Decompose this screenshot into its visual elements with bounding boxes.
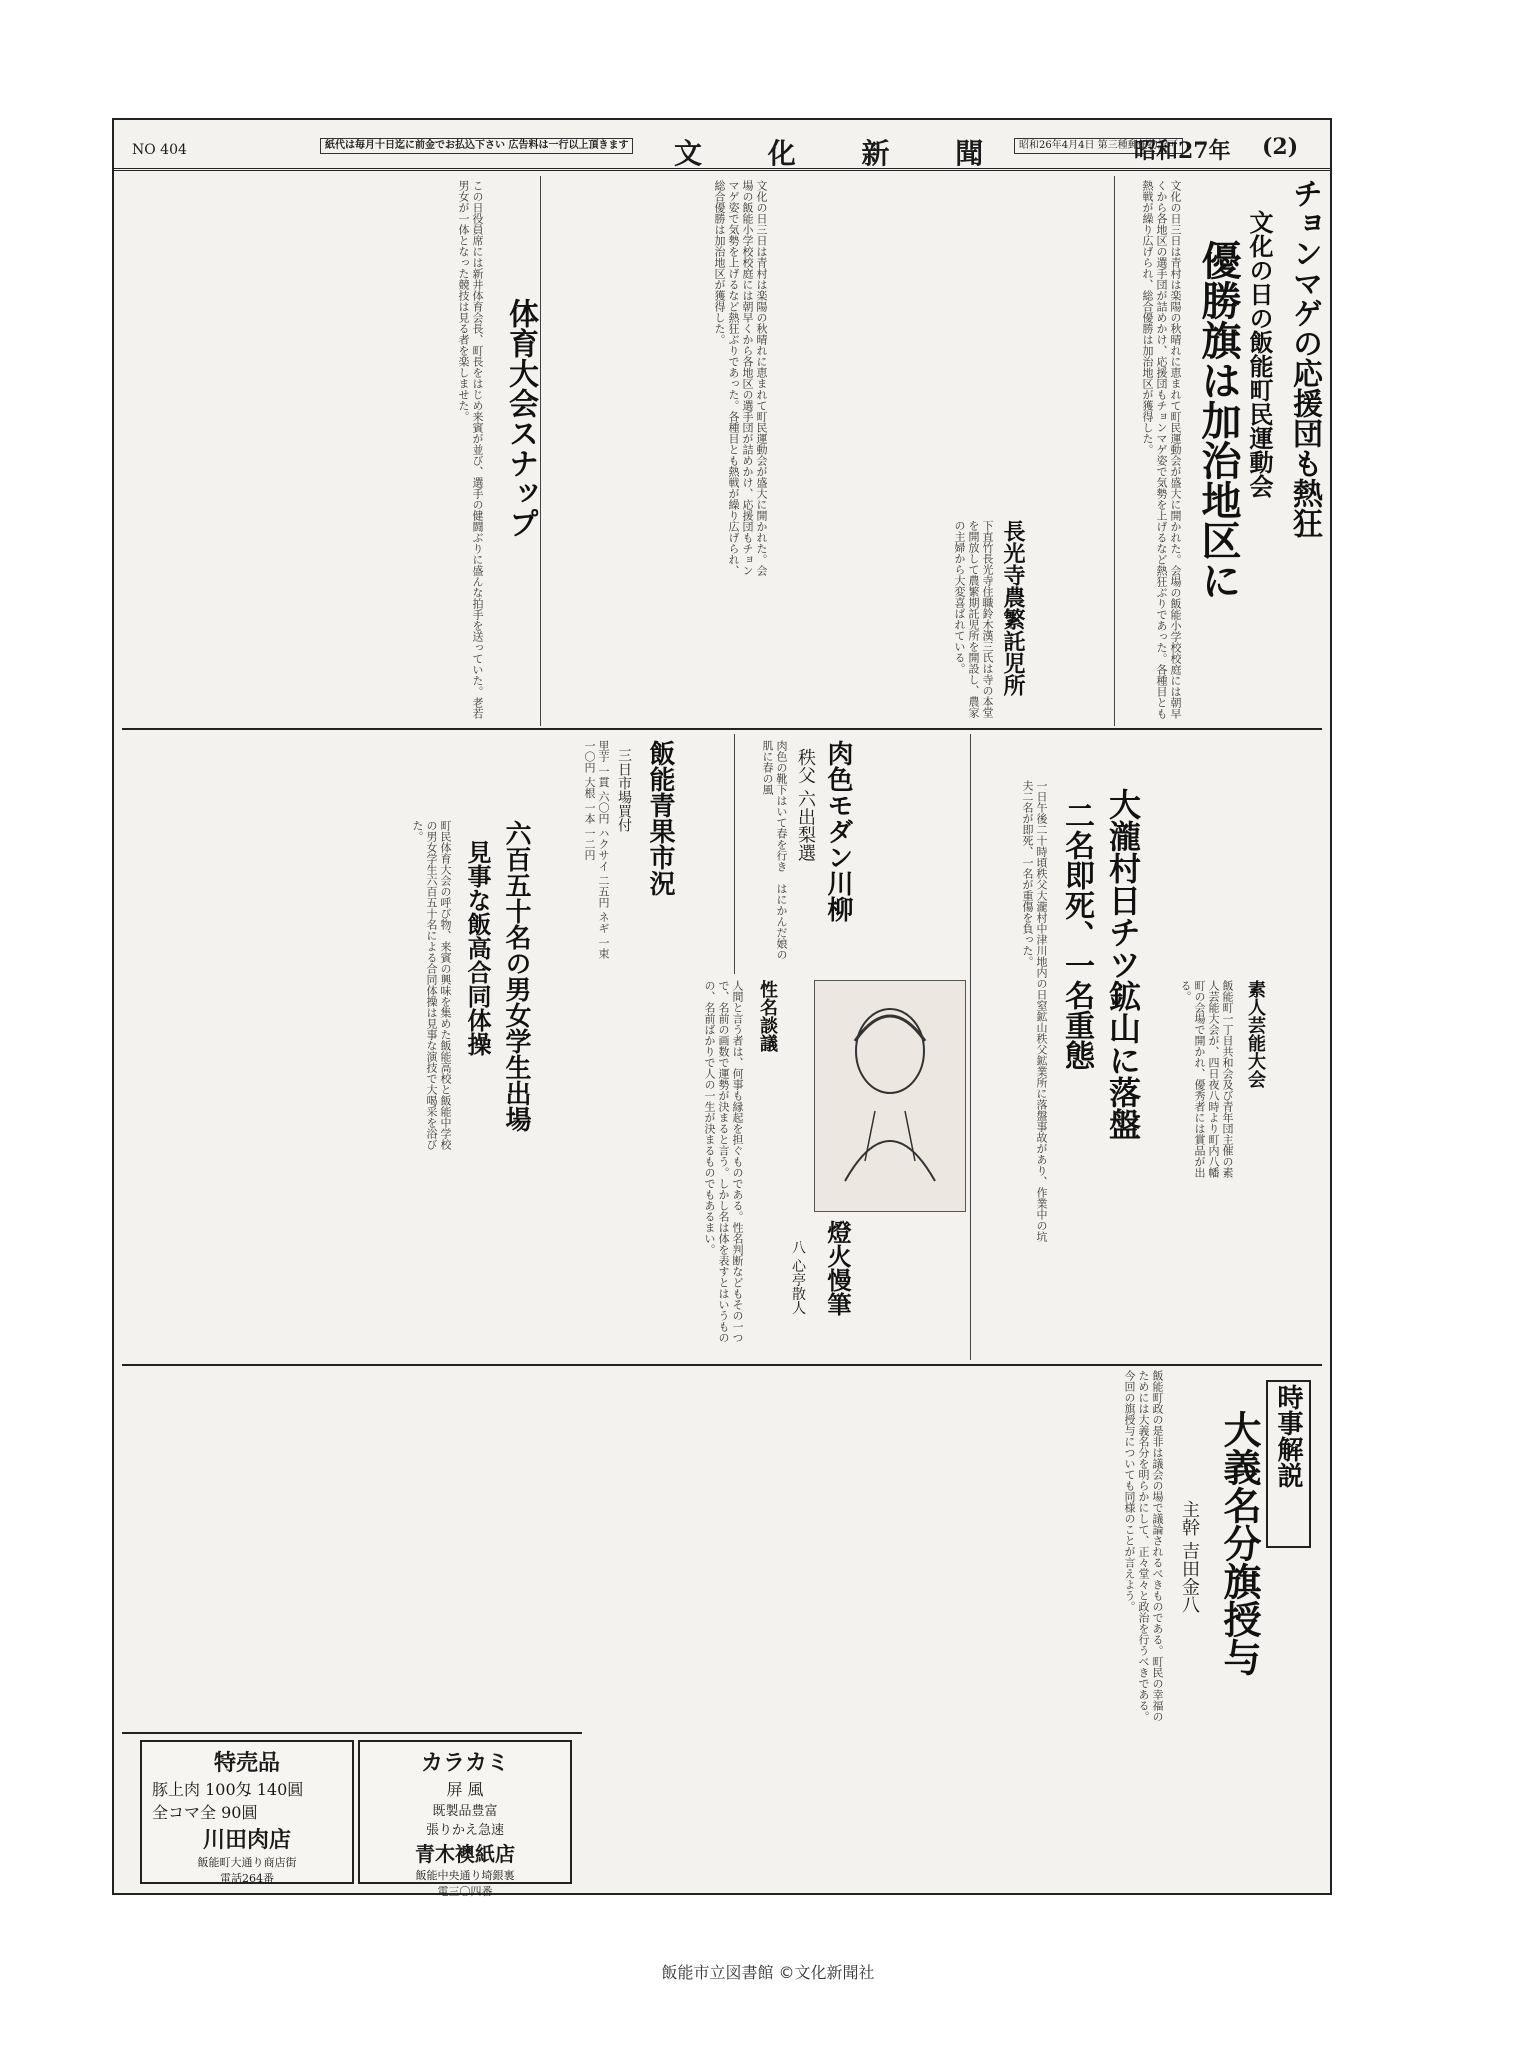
mine-body: 一日午後二十時頃秩父大瀧村中津川地内の日窒鉱山秩父鉱業所に落盤事故があり、作業中の坑夫二名が即死、一名が重傷を負った。: [1021, 780, 1048, 1242]
ad-meat-item-1: 豚上肉 100匁 140圓: [152, 1780, 304, 1799]
column-divider: [1114, 176, 1115, 726]
mine-subheadline: 二名即死、一名重態: [1059, 800, 1094, 1070]
ad-paper-address: 飯能中央通り埼銀裏: [415, 1869, 515, 1882]
ad-paper-line-2: 張りかえ急速: [425, 1823, 504, 1838]
sports-body-2: 文化の日三日は青村は楽陽の秋晴れに恵まれて町民運動会が盛大に開かれた。会場の飯能小学校校庭には朝早くから各地区の選手団が詰めかけ、応援団もチョンマゲ姿で気勢を上げるなど熱狂ぶりであった。各種目とも熱戦が繰り広げられ、総合優勝は加治地区が獲得した。: [713, 180, 768, 576]
postal-registration: 昭和26年4月4日 第三種郵便物認可: [1014, 138, 1183, 154]
essay-subheadline: 性名談議: [757, 980, 778, 1052]
mine-headline: 大瀧村日チツ鉱山に落盤: [1104, 788, 1142, 1140]
senryu-selector: 秩父 六出梨選: [795, 748, 816, 862]
main-headline-3: 優勝旗は加治地区に: [1195, 240, 1242, 600]
main-article-body: 文化の日三日は青村は楽陽の秋晴れに恵まれて町民運動会が盛大に開かれた。会場の飯能小学校校庭には朝早くから各地区の選手団が詰めかけ、応援団もチョンマゲ姿で気勢を上げるなど熱狂ぶりであった。各種目とも熱戦が繰り広げられ、総合優勝は加治地区が獲得した。: [1141, 180, 1182, 719]
ad-paper-shop: [358, 1740, 572, 1898]
essay-headline: 燈火慢筆: [823, 1220, 852, 1316]
essay-author: 八 心亭散人: [790, 1240, 806, 1315]
gym-headline: 六百五十名の男女学生出場: [501, 820, 531, 1132]
essay-body: 人間と言う者は、何事も縁起を担ぐものである。性名判断などもその一つで、名前の画数で運勢が決まると言う。しかし名は体を表すとはいうものの、名前ばかりで人の一生が決まるものでもあるまい。: [703, 980, 744, 1343]
ad-meat-address: 飯能町大通り商店街: [197, 1856, 297, 1869]
market-body: 里芋 一貫 六〇円 ハクサイ 二五円 ネギ 一束 一〇円 大根 一本 一二円: [583, 740, 610, 959]
commentary-body: 飯能町政の是非は議会の場で議論されるべきものである。町民の幸福のためには大義名分を明らかにして、正々堂々と政治を行うべきである。今回の旗授与についても同様のことが言えよう。: [1123, 1370, 1164, 1722]
ad-paper-line-1: 既製品豊富: [432, 1804, 498, 1819]
ad-paper-phone: 電三〇四番: [437, 1885, 493, 1898]
farm-body: 下直竹長光寺住職鈴木漢三氏は寺の本堂を開放して農繁期託児所を開設し、農家の主婦から大変喜ばれている。: [953, 520, 994, 718]
column-divider: [970, 734, 971, 1360]
portrait-sketch-icon: [815, 981, 965, 1211]
main-headline-1: チョンマゲの応援団も熱狂: [1287, 178, 1322, 538]
arts-headline: 素人芸能大会: [1245, 980, 1266, 1088]
masthead: [114, 120, 1330, 171]
sports-body: この日役員席には新井体育会長、町長をはじめ来賓が並び、選手の健闘ぶりに盛んな拍手を送っていた。老若男女が一体となった競技は見る者を楽しませた。: [457, 180, 484, 719]
main-headline-2: 文化の日の飯能町民運動会: [1245, 210, 1274, 498]
sports-headline: 体育大会スナップ: [503, 298, 538, 538]
gym-body: 町民体育大会の呼び物、来賓の興味を集めた飯能高校と飯能中学校の男女学生六百五十名による合同体操は見事な演技で大喝采を浴びた。: [411, 820, 452, 1150]
gym-subheadline: 見事な飯高合同体操: [463, 840, 492, 1056]
section-divider: [122, 1732, 582, 1734]
subscription-notice: 紙代は毎月十日迄に前金でお払込下さい 広告料は一行以上頂きます: [320, 138, 633, 154]
woman-illustration: [814, 980, 966, 1212]
column-divider: [540, 176, 541, 726]
ad-paper-title: カラカミ: [420, 1750, 509, 1776]
ad-meat-shop: [140, 1740, 354, 1884]
ad-paper-sub: 屏 風: [446, 1780, 484, 1799]
archive-credit: 飯能市立図書館 ©文化新聞社: [661, 1963, 875, 1982]
newspaper-page: [112, 118, 1332, 1898]
senryu-headline: 肉色モダン川柳: [823, 740, 853, 922]
ad-meat-title: 特売品: [213, 1750, 280, 1776]
issue-date: 昭和27年: [1134, 138, 1231, 164]
section-divider: [122, 728, 1322, 730]
market-headline: 飯能青果市況: [645, 740, 675, 896]
ad-paper-shop-name: 青木襖紙店: [415, 1842, 515, 1866]
commentary-label: 時事解説: [1266, 1380, 1311, 1548]
senryu-body: 肉色の靴下はいて春を行き はにかんだ娘の肌に春の風: [761, 740, 788, 960]
section-divider: [122, 1364, 1322, 1366]
commentary-author: 主幹 吉田金八: [1179, 1500, 1200, 1614]
farm-headline: 長光寺農繁託児所: [1000, 520, 1026, 696]
issue-number: NO 404: [132, 142, 187, 158]
ad-meat-item-2: 全コマ全 90圓: [152, 1803, 258, 1822]
market-subheadline: 三日市場買付: [616, 748, 632, 832]
ad-meat-phone: 電話264番: [220, 1872, 274, 1885]
column-divider: [734, 734, 735, 974]
ad-meat-shop-name: 川田肉店: [202, 1827, 291, 1853]
newspaper-title: 文 化 新 聞: [674, 137, 1012, 170]
commentary-headline: 大義名分旗授与: [1217, 1410, 1262, 1676]
page-number: (2): [1262, 134, 1299, 160]
arts-body: 飯能町一丁目共和会及び青年団主催の素人芸能大会が、四日夜八時より町内八幡町の会場で開かれ、優秀者には賞品が出る。: [1179, 980, 1234, 1178]
